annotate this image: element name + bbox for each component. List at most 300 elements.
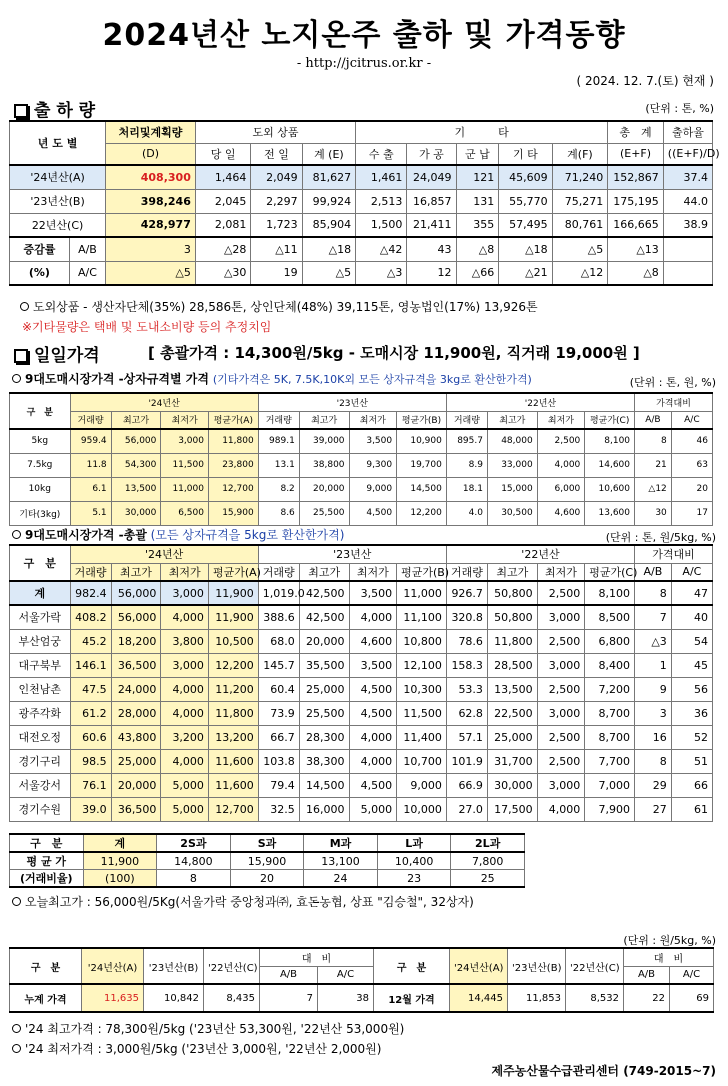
cell: 2,500: [537, 677, 585, 701]
h-y24: '24년산(A): [82, 948, 144, 984]
h-etc: 기 타: [356, 121, 608, 143]
cell: 11,800: [208, 429, 258, 453]
cell: 131: [456, 189, 499, 213]
h-y24: '24년산(A): [450, 948, 508, 984]
h-gubun: 구 분: [10, 834, 84, 852]
row-label: 인천남촌: [10, 677, 71, 701]
cell: 50,800: [487, 581, 537, 605]
cell: 56,000: [111, 605, 161, 629]
cell: 101.9: [446, 749, 487, 773]
h-cmp: 대 비: [624, 948, 714, 966]
h-sub: 계 (E): [302, 143, 355, 165]
cell: 15,900: [208, 501, 258, 525]
row-label: '24년산(A): [10, 165, 106, 189]
bullet-icon: [12, 1024, 21, 1033]
cell: 36: [671, 701, 712, 725]
h-col: A/B: [635, 411, 672, 429]
h-col: 거래량: [258, 411, 299, 429]
shipment-table: [9, 120, 720, 286]
cell: 10,300: [397, 677, 447, 701]
cell: 38,300: [299, 749, 349, 773]
row-label: 서울강서: [10, 773, 71, 797]
h-col: 최저가: [349, 411, 397, 429]
cell: 10,800: [397, 629, 447, 653]
cell: 48,000: [487, 429, 537, 453]
cell: 11,900: [208, 581, 258, 605]
cell: 56,000: [111, 429, 161, 453]
cell: 11,000: [161, 477, 209, 501]
cell: 2,049: [251, 165, 302, 189]
cell: 8: [635, 749, 672, 773]
cell: 408.2: [70, 605, 111, 629]
h-y22: '22년산: [446, 545, 634, 563]
h-grade: M과: [304, 834, 378, 852]
cell: 76.1: [70, 773, 111, 797]
cell: 42,500: [299, 605, 349, 629]
cell: 11,800: [208, 701, 258, 725]
cell: 19,700: [397, 453, 447, 477]
cell: 12: [407, 261, 456, 285]
h-col: 최저가: [537, 563, 585, 581]
cell: 11,635: [82, 984, 144, 1012]
cell: △3: [356, 261, 407, 285]
cell: 16: [635, 725, 672, 749]
cell: 54,300: [111, 453, 161, 477]
cell: 11,500: [161, 453, 209, 477]
row-label: 기타(3kg): [10, 501, 71, 525]
cell: 66.7: [258, 725, 299, 749]
cell: 73.9: [258, 701, 299, 725]
cell: 12,100: [397, 653, 447, 677]
cell: 60.6: [70, 725, 111, 749]
cell: 45: [671, 653, 712, 677]
cell: 146.1: [70, 653, 111, 677]
cell: 66: [671, 773, 712, 797]
cell: 66.9: [446, 773, 487, 797]
t1-title: 9대도매시장가격 -상자규격별 가격 (기타가격은 5K, 7.5K,10K외 모든 상자규격을 3kg로 환산한가격): [12, 370, 532, 387]
cell: 45,609: [499, 165, 552, 189]
cell: 80,761: [552, 213, 608, 237]
shipment-heading: 출 하 량: [14, 96, 95, 121]
max-year-note: '24 최고가격 : 78,300원/5kg ('23년산 53,300원, '22년산 53,000원): [12, 1020, 404, 1037]
h-grade: 2S과: [157, 834, 231, 852]
cell: 30: [635, 501, 672, 525]
cell: △5: [552, 237, 608, 261]
pct-label: (%): [10, 261, 70, 285]
cell: 10,900: [397, 429, 447, 453]
cell: △5: [302, 261, 355, 285]
cell: 15,000: [487, 477, 537, 501]
inc-label: 증감률: [10, 237, 70, 261]
cell: 4,500: [349, 677, 397, 701]
h-col: 최고가: [299, 563, 349, 581]
cell: 22: [624, 984, 670, 1012]
cell: 14,445: [450, 984, 508, 1012]
cell: 28,300: [299, 725, 349, 749]
cell: 16,857: [407, 189, 456, 213]
cell: 52: [671, 725, 712, 749]
cell: 8,500: [585, 605, 635, 629]
cell: 85,904: [302, 213, 355, 237]
h-total-sub: (E+F): [608, 143, 664, 165]
h-col: 평균가(C): [585, 563, 635, 581]
h-col: A/C: [671, 411, 712, 429]
plan-cell: 408,300: [106, 165, 196, 189]
cell: 13,600: [585, 501, 635, 525]
cell: 9: [635, 677, 672, 701]
cell: 4,000: [349, 749, 397, 773]
cell: 3,800: [161, 629, 209, 653]
plan-cell: △5: [106, 261, 196, 285]
ratio-label: (거래비율): [10, 870, 84, 888]
cell: 103.8: [258, 749, 299, 773]
cell: 3,000: [537, 605, 585, 629]
bullet-icon: [12, 897, 21, 906]
cell: 6,800: [585, 629, 635, 653]
cell: 25,000: [299, 677, 349, 701]
cell: 4.0: [446, 501, 487, 525]
row-label: 10kg: [10, 477, 71, 501]
cell: 5.1: [70, 501, 111, 525]
cell: 895.7: [446, 429, 487, 453]
cell: 3,000: [161, 581, 209, 605]
cell: 23,800: [208, 453, 258, 477]
t2-unit: (단위 : 톤, 원/5kg, %): [605, 531, 716, 544]
cell: (100): [83, 870, 157, 888]
cell: 1,019.0: [258, 581, 299, 605]
cell: 27.0: [446, 797, 487, 821]
cell: 989.1: [258, 429, 299, 453]
grade-price-table: [9, 833, 525, 888]
row-label: 누계 가격: [10, 984, 82, 1012]
cell: 16,000: [299, 797, 349, 821]
plan-cell: 428,977: [106, 213, 196, 237]
cell: 29: [635, 773, 672, 797]
cell: 5,000: [161, 797, 209, 821]
cell: △12: [552, 261, 608, 285]
h-y23: '23년산: [258, 545, 446, 563]
row-label: 대구북부: [10, 653, 71, 677]
cell: △12: [635, 477, 672, 501]
size-price-table: [9, 392, 713, 526]
h-sub: 군 납: [456, 143, 499, 165]
h-grade: 계: [83, 834, 157, 852]
footer-center: 제주농산물수급관리센터 (749-2015~7): [491, 1064, 716, 1078]
cell: 13,500: [487, 677, 537, 701]
cell: 1,464: [195, 165, 251, 189]
h-sub: 계(F): [552, 143, 608, 165]
cell: 38,800: [299, 453, 349, 477]
cell: 3,000: [537, 653, 585, 677]
cell: 4,600: [537, 501, 585, 525]
h-col: 평균가(A): [208, 411, 258, 429]
cell: 926.7: [446, 581, 487, 605]
cell: 75,271: [552, 189, 608, 213]
h-grade: L과: [377, 834, 451, 852]
cell: 8,532: [566, 984, 624, 1012]
cell: 61: [671, 797, 712, 821]
cell: 4,000: [537, 453, 585, 477]
cell: 20,000: [299, 477, 349, 501]
h-ab: A/B: [260, 966, 318, 984]
h-cmp: 가격대비: [635, 545, 713, 563]
cell: 11,200: [208, 677, 258, 701]
cell: 8,400: [585, 653, 635, 677]
cell: 17,500: [487, 797, 537, 821]
avg-label: 평 균 가: [10, 852, 84, 870]
h-gubun: 구 분: [10, 545, 71, 581]
cell: 12,200: [208, 653, 258, 677]
cell: 1,723: [251, 213, 302, 237]
cell: 8.9: [446, 453, 487, 477]
cell: 38.9: [663, 213, 712, 237]
h-col: 최고가: [487, 411, 537, 429]
cell: 25,500: [299, 501, 349, 525]
cell: 10,700: [397, 749, 447, 773]
cell: 3,500: [349, 581, 397, 605]
h-gubun: 구 분: [10, 393, 71, 429]
cell: 13.1: [258, 453, 299, 477]
h-gubun: 구 분: [374, 948, 450, 984]
h-gubun: 구 분: [10, 948, 82, 984]
cell: 10,500: [208, 629, 258, 653]
h-col: 최저가: [537, 411, 585, 429]
cell: 14,500: [397, 477, 447, 501]
cell: 25: [451, 870, 525, 888]
cell: 24,000: [111, 677, 161, 701]
cell: 32.5: [258, 797, 299, 821]
h-sub: 가 공: [407, 143, 456, 165]
cell: 166,665: [608, 213, 664, 237]
cell: 25,500: [299, 701, 349, 725]
cell: 12,200: [397, 501, 447, 525]
cell: 982.4: [70, 581, 111, 605]
cell: 7,800: [451, 852, 525, 870]
h-y23: '23년산(B): [508, 948, 566, 984]
inc-row-label: A/B: [69, 237, 105, 261]
h-col: 평균가(B): [397, 411, 447, 429]
cell: 43,800: [111, 725, 161, 749]
cell: 7,700: [585, 749, 635, 773]
cell: 152,867: [608, 165, 664, 189]
cell: 11,800: [487, 629, 537, 653]
h-y23: '23년산: [258, 393, 446, 411]
cell: 158.3: [446, 653, 487, 677]
cell: 2,500: [537, 581, 585, 605]
cell: 2,045: [195, 189, 251, 213]
cell: 20: [230, 870, 304, 888]
as-of-date: ( 2024. 12. 7.(토) 현재 ): [576, 74, 714, 88]
h-col: 최고가: [487, 563, 537, 581]
h-sub: 수 출: [356, 143, 407, 165]
cell: 44.0: [663, 189, 712, 213]
cell: 22,500: [487, 701, 537, 725]
row-label: 대전오정: [10, 725, 71, 749]
cell: 30,500: [487, 501, 537, 525]
cell: 3,000: [161, 429, 209, 453]
cell: 4,000: [161, 605, 209, 629]
cell: 36,500: [111, 797, 161, 821]
h-col: 평균가(B): [397, 563, 447, 581]
cell: 7: [260, 984, 318, 1012]
site-url[interactable]: - http://jcitrus.or.kr -: [296, 56, 432, 71]
cell: △21: [499, 261, 552, 285]
cell: 12,700: [208, 477, 258, 501]
h-sub: 기 타: [499, 143, 552, 165]
cell: [663, 261, 712, 285]
cell: 27: [635, 797, 672, 821]
h-col: 최고가: [111, 411, 161, 429]
cell: 68.0: [258, 629, 299, 653]
cell: 42,500: [299, 581, 349, 605]
cell: 11,600: [208, 773, 258, 797]
bullet-icon: [12, 530, 21, 539]
cell: 69: [670, 984, 714, 1012]
cell: 388.6: [258, 605, 299, 629]
cumulative-table: [9, 947, 714, 1013]
cell: △11: [251, 237, 302, 261]
cell: 11,900: [83, 852, 157, 870]
h-ac: A/C: [318, 966, 374, 984]
cell: 98.5: [70, 749, 111, 773]
cell: △13: [608, 237, 664, 261]
cell: 10,400: [377, 852, 451, 870]
plan-cell: 3: [106, 237, 196, 261]
cell: 6,000: [537, 477, 585, 501]
cell: 8,100: [585, 429, 635, 453]
t1-unit: (단위 : 톤, 원, %): [629, 376, 716, 389]
cell: 8,435: [204, 984, 260, 1012]
cell: 21,411: [407, 213, 456, 237]
cell: 14,500: [299, 773, 349, 797]
cell: 8: [157, 870, 231, 888]
cell: 2,500: [537, 725, 585, 749]
cell: 11,853: [508, 984, 566, 1012]
h-total: 총 계: [608, 121, 664, 143]
cell: 60.4: [258, 677, 299, 701]
row-label: 서울가락: [10, 605, 71, 629]
cell: 39,000: [299, 429, 349, 453]
cell: 1: [635, 653, 672, 677]
cell: 13,100: [304, 852, 378, 870]
row-label: 부산엄궁: [10, 629, 71, 653]
cell: 11.8: [70, 453, 111, 477]
cell: 959.4: [70, 429, 111, 453]
h-col: 거래량: [70, 563, 111, 581]
cell: 18,200: [111, 629, 161, 653]
cell: 55,770: [499, 189, 552, 213]
h-grade: 2L과: [451, 834, 525, 852]
cell: △18: [302, 237, 355, 261]
min-year-note: '24 최저가격 : 3,000원/5kg ('23년산 3,000원, '22년산 2,000원): [12, 1040, 381, 1057]
cell: 8.2: [258, 477, 299, 501]
bullet-icon: [12, 1044, 21, 1053]
cumulative-unit: (단위 : 원/5kg, %): [623, 934, 716, 947]
cell: 8,100: [585, 581, 635, 605]
h-plan: 처리및계획량: [106, 121, 196, 143]
t2-title: 9대도매시장가격 -총괄 (모든 상자규격을 5kg로 환산한가격): [12, 526, 344, 543]
h-y23: '23년산(B): [144, 948, 204, 984]
cell: [663, 237, 712, 261]
cell: 47.5: [70, 677, 111, 701]
cell: 8,700: [585, 725, 635, 749]
shipment-unit: (단위 : 톤, %): [645, 102, 714, 115]
cell: △8: [608, 261, 664, 285]
h-col: 평균가(C): [585, 411, 635, 429]
cell: 56,000: [111, 581, 161, 605]
cell: 37.4: [663, 165, 712, 189]
cell: 8,700: [585, 701, 635, 725]
cell: 24,049: [407, 165, 456, 189]
row-label: 경기수원: [10, 797, 71, 821]
h-y22: '22년산(C): [204, 948, 260, 984]
cell: 62.8: [446, 701, 487, 725]
cell: 6.1: [70, 477, 111, 501]
cell: 13,500: [111, 477, 161, 501]
cell: 121: [456, 165, 499, 189]
cell: 4,000: [349, 605, 397, 629]
cell: 3,000: [537, 773, 585, 797]
h-col: 거래량: [258, 563, 299, 581]
row-label: 12월 가격: [374, 984, 450, 1012]
cell: 9,300: [349, 453, 397, 477]
h-y22: '22년산(C): [566, 948, 624, 984]
cell: 2,513: [356, 189, 407, 213]
h-cmp: 대 비: [260, 948, 374, 966]
cell: 175,195: [608, 189, 664, 213]
cell: 3,500: [349, 429, 397, 453]
cell: 54: [671, 629, 712, 653]
cell: 14,600: [585, 453, 635, 477]
cell: 56: [671, 677, 712, 701]
h-plan-sub: (D): [106, 143, 196, 165]
cell: 2,500: [537, 429, 585, 453]
h-col: A/B: [635, 563, 672, 581]
bullet-icon: [20, 302, 29, 311]
h-y24: '24년산: [70, 393, 258, 411]
cell: 21: [635, 453, 672, 477]
h-ac: A/C: [670, 966, 714, 984]
cell: 8.6: [258, 501, 299, 525]
cell: 20,000: [299, 629, 349, 653]
h-year: 년 도 별: [10, 121, 106, 165]
cell: 3: [635, 701, 672, 725]
cell: 45.2: [70, 629, 111, 653]
cell: 35,500: [299, 653, 349, 677]
row-label: 계: [10, 581, 71, 605]
cell: 19: [251, 261, 302, 285]
row-label: 경기구리: [10, 749, 71, 773]
max-price-note: 오늘최고가 : 56,000원/5Kg(서울가락 중앙청과㈜, 효돈농협, 상표 "김승철", 32상자): [12, 893, 474, 910]
cell: △30: [195, 261, 251, 285]
cell: 79.4: [258, 773, 299, 797]
cell: 13,200: [208, 725, 258, 749]
cell: 10,842: [144, 984, 204, 1012]
cell: 33,000: [487, 453, 537, 477]
h-ab: A/B: [624, 966, 670, 984]
cell: 51: [671, 749, 712, 773]
cell: 4,000: [161, 677, 209, 701]
h-col: 거래량: [446, 563, 487, 581]
cell: 4,000: [349, 725, 397, 749]
h-col: 최고가: [299, 411, 349, 429]
cell: 15,900: [230, 852, 304, 870]
cell: 5,000: [161, 773, 209, 797]
plan-cell: 398,246: [106, 189, 196, 213]
cell: 4,600: [349, 629, 397, 653]
cell: 2,081: [195, 213, 251, 237]
row-label: 광주각화: [10, 701, 71, 725]
